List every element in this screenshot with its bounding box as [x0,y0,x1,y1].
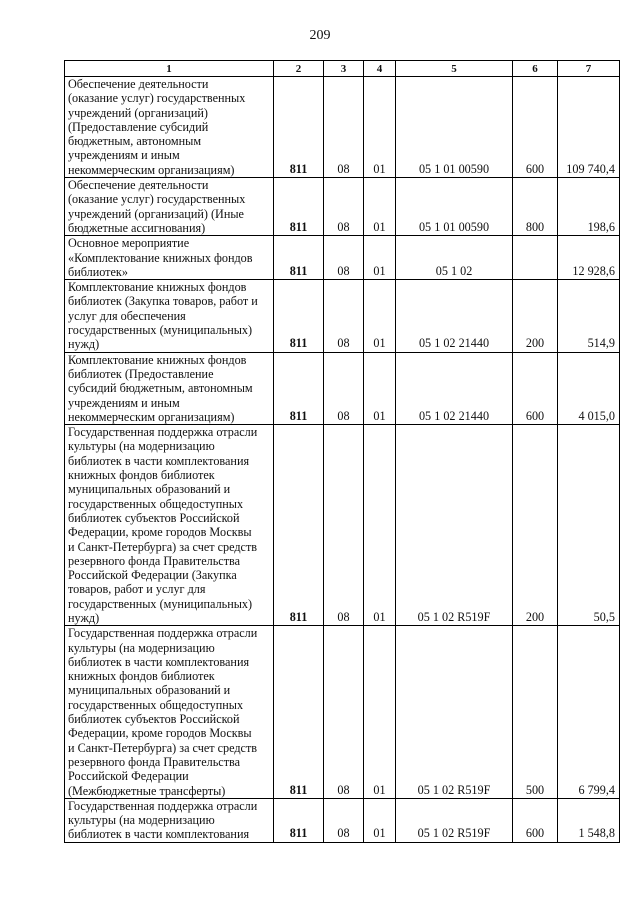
cell-section: 08 [324,236,364,280]
cell-subsection: 01 [364,425,396,626]
cell-code: 811 [274,626,324,799]
description-line: библиотек (Закупка товаров, работ и [68,294,258,309]
cell-code: 811 [274,280,324,352]
description-line: государственных (муниципальных) [68,323,253,338]
cell-subsection: 01 [364,352,396,424]
row-description [65,77,274,178]
description-line: культуры (на модернизацию [68,640,215,655]
description-line: Государственная поддержка отрасли [68,626,258,641]
description-line: Российской Федерации [68,769,189,784]
description-line: «Комплектование книжных фондов [68,250,253,265]
col-header-1: 1 [65,61,274,77]
cell-amount: 109 740,4 [558,77,620,178]
col-header-2: 2 [274,61,324,77]
cell-code: 811 [274,178,324,236]
row-description [65,425,274,626]
description-line: учреждений (организаций) [68,105,208,120]
cell-target-article: 05 1 01 00590 [396,178,513,236]
table-row [65,626,620,799]
description-line: (Межбюджетные трансферты) [68,783,226,798]
cell-section: 08 [324,626,364,799]
cell-amount: 6 799,4 [558,626,620,799]
cell-expense-type: 200 [513,425,558,626]
description-line: (оказание услуг) государственных [68,91,246,106]
table-row [65,352,620,424]
row-description [65,352,274,424]
description-line: библиотек субъектов Российской [68,712,240,727]
description-line: Государственная поддержка отрасли [68,798,258,813]
cell-section: 08 [324,798,364,842]
cell-target-article: 05 1 02 R519F [396,798,513,842]
description-line: Российской Федерации (Закупка [68,568,237,583]
description-line: государственных общедоступных [68,496,244,511]
cell-subsection: 01 [364,626,396,799]
budget-table [64,60,620,843]
cell-amount: 198,6 [558,178,620,236]
description-line: некоммерческим организациям) [68,409,235,424]
cell-expense-type: 500 [513,626,558,799]
row-description [65,280,274,352]
description-line: и Санкт-Петербурга) за счет средств [68,740,258,755]
description-line: (оказание услуг) государственных [68,192,246,207]
col-header-3: 3 [324,61,364,77]
cell-target-article: 05 1 02 21440 [396,280,513,352]
cell-subsection: 01 [364,77,396,178]
description-line: культуры (на модернизацию [68,813,215,828]
description-line: учреждениям и иным [68,148,180,163]
description-line: субсидий бюджетным, автономным [68,381,253,396]
cell-section: 08 [324,178,364,236]
description-line: государственных общедоступных [68,697,244,712]
col-header-5: 5 [396,61,513,77]
cell-target-article: 05 1 02 [396,236,513,280]
cell-code: 811 [274,798,324,842]
table-row [65,280,620,352]
description-line: культуры (на модернизацию [68,439,215,454]
cell-amount: 1 548,8 [558,798,620,842]
description-line: учреждениям и иным [68,395,180,410]
cell-code: 811 [274,425,324,626]
col-header-6: 6 [513,61,558,77]
description-line: нужд) [68,610,100,625]
description-line: Федерации, кроме городов Москвы [68,726,252,741]
description-line: нужд) [68,337,100,352]
cell-section: 08 [324,280,364,352]
row-description [65,236,274,280]
cell-amount: 514,9 [558,280,620,352]
description-line: библиотек в части комплектования [68,654,250,669]
table-row [65,798,620,842]
cell-target-article: 05 1 01 00590 [396,77,513,178]
col-header-7: 7 [558,61,620,77]
description-line: Обеспечение деятельности [68,77,209,91]
description-line: Государственная поддержка отрасли [68,425,258,440]
description-line: библиотек в части комплектования [68,827,250,842]
cell-expense-type: 800 [513,178,558,236]
table-row [65,178,620,236]
col-header-4: 4 [364,61,396,77]
description-line: Основное мероприятие [68,236,190,251]
table-row [65,236,620,280]
cell-target-article: 05 1 02 21440 [396,352,513,424]
cell-code: 811 [274,236,324,280]
row-description [65,178,274,236]
cell-amount: 4 015,0 [558,352,620,424]
description-line: бюджетные ассигнования) [68,220,206,235]
description-line: книжных фондов библиотек [68,468,215,483]
row-description [65,626,274,799]
description-line: некоммерческим организациям) [68,162,235,177]
row-description [65,798,274,842]
description-line: услуг для обеспечения [68,308,186,323]
cell-expense-type [513,236,558,280]
cell-target-article: 05 1 02 R519F [396,626,513,799]
description-line: (Предоставление субсидий [68,119,209,134]
cell-section: 08 [324,425,364,626]
description-line: библиотек» [68,264,128,279]
description-line: Федерации, кроме городов Москвы [68,525,252,540]
cell-code: 811 [274,77,324,178]
cell-subsection: 01 [364,178,396,236]
cell-target-article: 05 1 02 R519F [396,425,513,626]
cell-expense-type: 600 [513,352,558,424]
description-line: муниципальных образований и [68,482,231,497]
cell-subsection: 01 [364,236,396,280]
cell-amount: 50,5 [558,425,620,626]
cell-expense-type: 600 [513,77,558,178]
description-line: библиотек (Предоставление [68,366,214,381]
cell-code: 811 [274,352,324,424]
table-row [65,425,620,626]
cell-subsection: 01 [364,280,396,352]
description-line: книжных фондов библиотек [68,669,215,684]
cell-section: 08 [324,77,364,178]
cell-amount: 12 928,6 [558,236,620,280]
cell-expense-type: 600 [513,798,558,842]
table-row [65,77,620,178]
description-line: бюджетным, автономным [68,134,202,149]
description-line: учреждений (организаций) (Иные [68,206,244,221]
description-line: резервного фонда Правительства [68,754,241,769]
description-line: библиотек в части комплектования [68,453,250,468]
header-row [65,61,620,77]
description-line: Комплектование книжных фондов [68,280,247,295]
description-line: муниципальных образований и [68,683,231,698]
description-line: и Санкт-Петербурга) за счет средств [68,539,258,554]
description-line: государственных (муниципальных) [68,596,253,611]
cell-subsection: 01 [364,798,396,842]
page-number: 209 [309,28,331,43]
description-line: Комплектование книжных фондов [68,352,247,367]
description-line: Обеспечение деятельности [68,178,209,193]
cell-section: 08 [324,352,364,424]
description-line: товаров, работ и услуг для [68,582,206,597]
cell-expense-type: 200 [513,280,558,352]
description-line: библиотек субъектов Российской [68,510,240,525]
description-line: резервного фонда Правительства [68,553,241,568]
